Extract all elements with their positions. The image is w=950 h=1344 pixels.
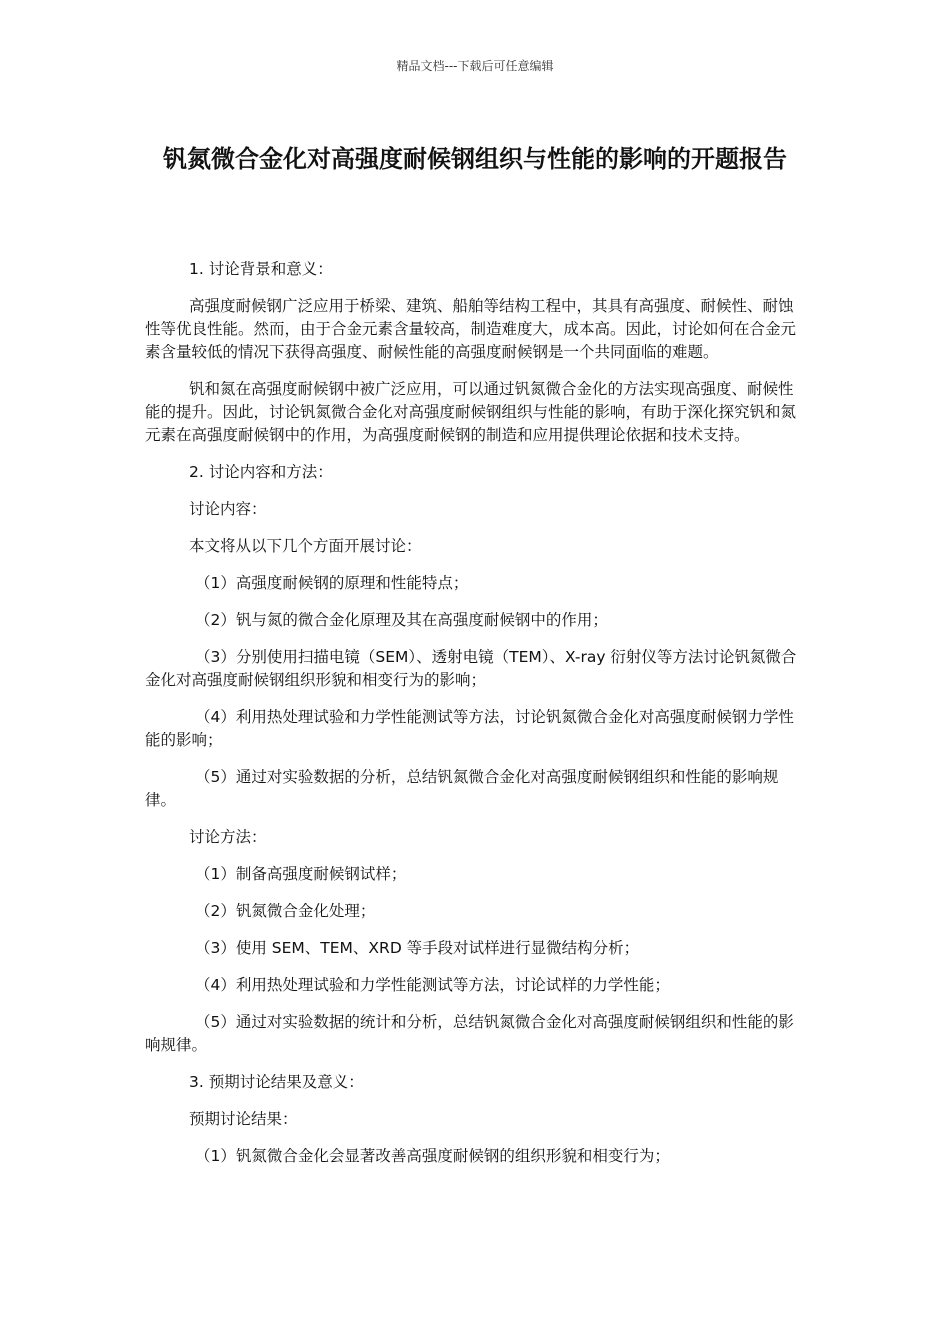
list-item: （4）利用热处理试验和力学性能测试等方法，讨论钒氮微合金化对高强度耐候钢力学性能的影响； — [145, 708, 794, 749]
section-heading-2: 2. 讨论内容和方法： — [189, 463, 333, 481]
page-header-note: 精品文档---下载后可任意编辑 — [396, 59, 554, 73]
list-item: （5）通过对实验数据的统计和分析，总结钒氮微合金化对高强度耐候钢组织和性能的影响规律。 — [145, 1013, 794, 1054]
list-item: （1）钒氮微合金化会显著改善高强度耐候钢的组织形貌和相变行为； — [195, 1147, 670, 1165]
body-paragraph: 高强度耐候钢广泛应用于桥梁、建筑、船舶等结构工程中，其具有高强度、耐候性、耐蚀性等优良性能。然而，由于合金元素含量较高，制造难度大，成本高。因此，讨论如何在合金元素含量较低的情况下获得高强度、耐候性能的高强度耐候钢是一个共同面临的难题。 — [145, 297, 797, 361]
list-item: （2）钒与氮的微合金化原理及其在高强度耐候钢中的作用； — [195, 611, 608, 629]
list-item: （4）利用热处理试验和力学性能测试等方法，讨论试样的力学性能； — [195, 976, 670, 994]
list-item: （1）制备高强度耐候钢试样； — [195, 865, 407, 883]
section-heading-3: 3. 预期讨论结果及意义： — [189, 1073, 364, 1091]
list-item: （5）通过对实验数据的分析，总结钒氮微合金化对高强度耐候钢组织和性能的影响规律。 — [145, 768, 779, 809]
list-item: （3）分别使用扫描电镜（SEM）、透射电镜（TEM）、X-ray 衍射仪等方法讨论钒氮微合金化对高强度耐候钢组织形貌和相变行为的影响； — [145, 648, 797, 689]
list-item: （1）高强度耐候钢的原理和性能特点； — [195, 574, 469, 592]
subheading-methods: 讨论方法： — [189, 828, 267, 846]
subheading-content: 讨论内容： — [189, 500, 267, 518]
document-title: 钒氮微合金化对高强度耐候钢组织与性能的影响的开题报告 — [163, 145, 787, 173]
section-heading-1: 1. 讨论背景和意义： — [189, 260, 333, 278]
document-body — [145, 258, 805, 1182]
body-paragraph: 本文将从以下几个方面开展讨论： — [189, 537, 422, 555]
list-item: （2）钒氮微合金化处理； — [195, 902, 376, 920]
list-item: （3）使用 SEM、TEM、XRD 等手段对试样进行显微结构分析； — [195, 939, 640, 957]
subheading-results: 预期讨论结果： — [189, 1110, 298, 1128]
body-paragraph: 钒和氮在高强度耐候钢中被广泛应用，可以通过钒氮微合金化的方法实现高强度、耐候性能的提升。因此，讨论钒氮微合金化对高强度耐候钢组织与性能的影响，有助于深化探究钒和氮元素在高强度耐候钢中的作用，为高强度耐候钢的制造和应用提供理论依据和技术支持。 — [145, 380, 797, 444]
